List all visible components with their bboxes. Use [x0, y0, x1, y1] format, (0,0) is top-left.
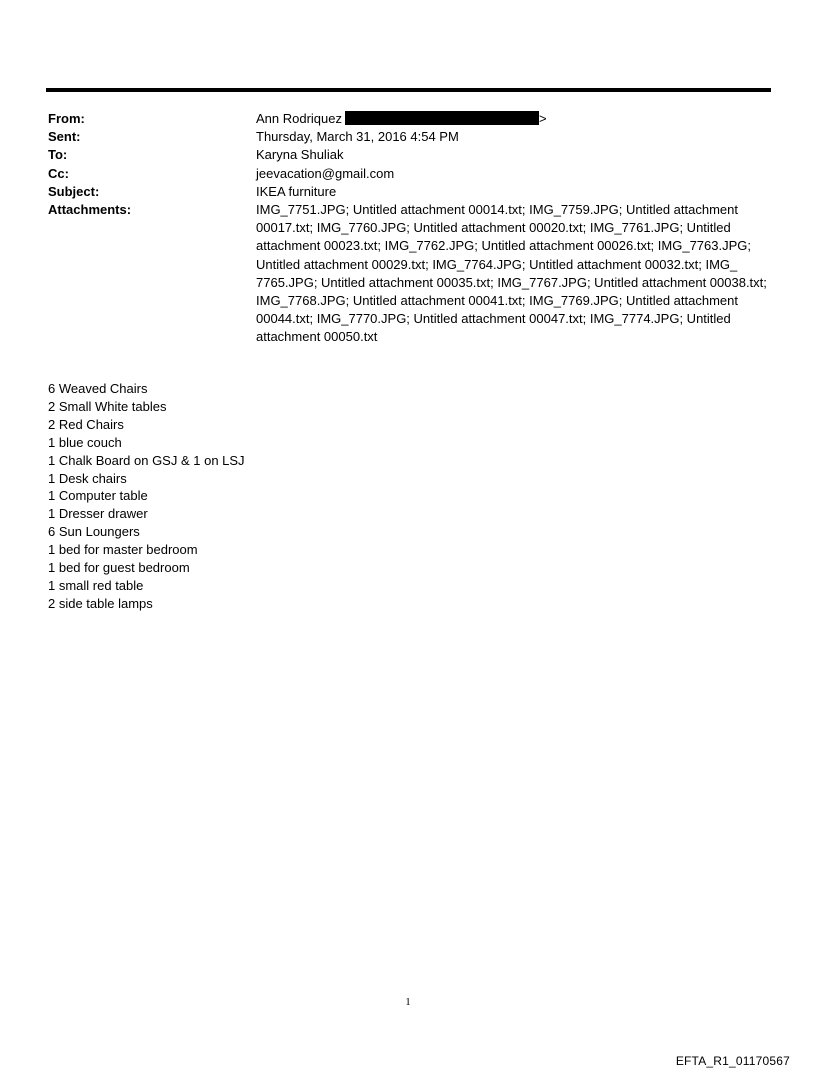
- attachments-row: [48, 201, 768, 347]
- from-suffix: >: [539, 111, 547, 126]
- from-value: [256, 110, 768, 128]
- from-label: From:: [48, 111, 85, 126]
- body-line: 1 Chalk Board on GSJ & 1 on LSJ: [48, 452, 245, 468]
- header-divider-rule: [46, 88, 771, 92]
- subject-row: [48, 183, 768, 201]
- body-line: 2 side table lamps: [48, 595, 153, 611]
- body-line: 2 Red Chairs: [48, 416, 124, 432]
- to-value: Karyna Shuliak: [256, 147, 344, 163]
- document-id: EFTA_R1_01170567: [675, 1054, 790, 1068]
- body-line: 1 small red table: [48, 577, 144, 593]
- redaction-box: [345, 111, 539, 125]
- email-header: [48, 110, 768, 347]
- body-line: 1 Computer table: [48, 488, 148, 504]
- sent-label: Sent:: [48, 129, 81, 145]
- body-line: 1 blue couch: [48, 434, 122, 450]
- attachments-label: Attachments:: [48, 202, 132, 218]
- body-line: 6 Sun Loungers: [48, 524, 140, 540]
- body-line: 1 bed for guest bedroom: [48, 560, 190, 576]
- cc-label: Cc:: [48, 165, 69, 181]
- subject-label: Subject:: [48, 183, 100, 199]
- attachments-value: IMG_7751.JPG; Untitled attachment 00014.txt; IMG_7759.JPG; Untitled attachment 00017.txt; IMG_7760.JPG; Untitled attachment 00020.txt; IMG_7761.JPG; Untitled attachment 00023.txt; IMG_7762.JPG; Untitled attachment 00026.txt; IMG_7763.JPG; Untitled attachment 00029.txt; IMG_7764.JPG; Untitled attachment 00032.txt; IMG_ 7765.JPG; Untitled attachment 00035.txt; IMG_7767.JPG; Untitled attachment 00038.txt; IMG_7768.JPG; Untitled attachment 00041.txt; IMG_7769.JPG; Untitled attachment 00044.txt; IMG_7770.JPG; Untitled attachment 00047.txt; IMG_7774.JPG; Untitled attachment 00050.txt: [256, 202, 767, 345]
- cc-value: jeevacation@gmail.com: [256, 165, 395, 181]
- email-body: [48, 380, 245, 613]
- body-line: 1 Desk chairs: [48, 470, 127, 486]
- sent-value: Thursday, March 31, 2016 4:54 PM: [256, 129, 459, 145]
- body-line: 2 Small White tables: [48, 398, 167, 414]
- sent-row: [48, 128, 768, 146]
- from-row: [48, 110, 768, 128]
- subject-value: IKEA furniture: [256, 183, 337, 199]
- page-number: 1: [405, 996, 411, 1008]
- to-label: To:: [48, 147, 68, 163]
- to-row: [48, 146, 768, 164]
- cc-row: [48, 165, 768, 183]
- from-name: Ann Rodriquez: [256, 111, 342, 126]
- body-line: 1 bed for master bedroom: [48, 542, 198, 558]
- body-line: 6 Weaved Chairs: [48, 381, 148, 396]
- body-line: 1 Dresser drawer: [48, 506, 148, 522]
